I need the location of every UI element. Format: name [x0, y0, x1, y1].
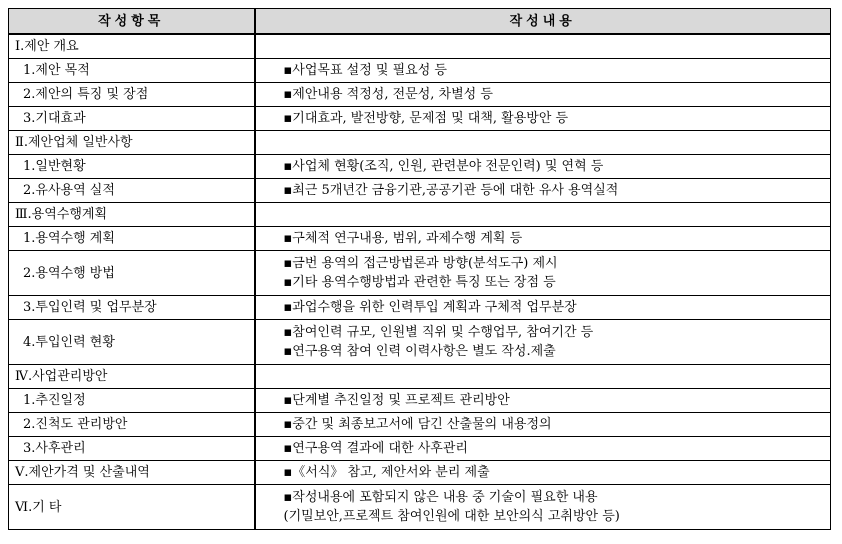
row-content	[255, 320, 831, 365]
row-content	[255, 389, 831, 413]
header-item-column: 작성항목	[9, 9, 255, 35]
row-content	[255, 34, 831, 59]
row-item-label: 4.투입인력 현황	[9, 320, 255, 365]
row-item-label: 3.사후관리	[9, 437, 255, 461]
row-item-label: 2.유사용역 실적	[9, 179, 255, 203]
content-line: ▪작성내용에 포함되지 않은 내용 중 기술이 필요한 내용	[283, 490, 598, 505]
table-row	[9, 296, 831, 320]
table-row	[9, 365, 831, 389]
row-content	[255, 251, 831, 296]
content-line: ▪연구용역 참여 인력 이력사항은 별도 작성.제출	[283, 344, 556, 359]
content-line: ▪기대효과, 발전방향, 문제점 및 대책, 활용방안 등	[283, 111, 569, 126]
table-row	[9, 203, 831, 227]
row-content	[255, 461, 831, 485]
row-item-label: 2.진척도 관리방안	[9, 413, 255, 437]
table-row	[9, 413, 831, 437]
content-line: ▪금번 용역의 접근방법론과 방향(분석도구) 제시	[283, 256, 558, 271]
row-content	[255, 155, 831, 179]
content-line: ▪연구용역 결과에 대한 사후관리	[283, 441, 468, 456]
row-content	[255, 107, 831, 131]
content-line: ▪제안내용 적정성, 전문성, 차별성 등	[283, 87, 493, 102]
table-row	[9, 251, 831, 296]
content-line: ▪사업체 현황(조직, 인원, 관련분야 전문인력) 및 연혁 등	[283, 159, 604, 174]
header-content-column: 작성내용	[255, 9, 831, 35]
row-content	[255, 83, 831, 107]
table-row	[9, 59, 831, 83]
row-content	[255, 179, 831, 203]
row-item-label: 3.기대효과	[9, 107, 255, 131]
table-row	[9, 83, 831, 107]
content-line: ▪구체적 연구내용, 범위, 과제수행 계획 등	[283, 231, 523, 246]
content-line: ▪기타 용역수행방법과 관련한 특징 또는 장점 등	[283, 275, 556, 290]
table-row	[9, 131, 831, 155]
content-line: ▪과업수행을 위한 인력투입 계획과 구체적 업무분장	[283, 300, 577, 315]
table-row	[9, 107, 831, 131]
proposal-items-table	[8, 8, 831, 530]
row-content	[255, 485, 831, 530]
row-content	[255, 203, 831, 227]
row-content	[255, 437, 831, 461]
row-content	[255, 413, 831, 437]
table-row	[9, 485, 831, 530]
row-item-label: Ⅳ.사업관리방안	[9, 365, 255, 389]
content-line: ▪단계별 추진일정 및 프로젝트 관리방안	[283, 393, 510, 408]
table-row	[9, 461, 831, 485]
table-header-row	[9, 9, 831, 35]
table-row	[9, 320, 831, 365]
table-row	[9, 437, 831, 461]
content-line: (기밀보안,프로젝트 참여인원에 대한 보안의식 고취방안 등)	[283, 509, 620, 524]
content-line: ▪참여인력 규모, 인원별 직위 및 수행업무, 참여기간 등	[283, 325, 594, 340]
row-item-label: 1.제안 목적	[9, 59, 255, 83]
row-item-label: Ⅵ.기 타	[9, 485, 255, 530]
content-line: ▪중간 및 최종보고서에 담긴 산출물의 내용정의	[283, 417, 552, 432]
row-item-label: 3.투입인력 및 업무분장	[9, 296, 255, 320]
table-row	[9, 179, 831, 203]
table-row	[9, 34, 831, 59]
content-line: ▪사업목표 설정 및 필요성 등	[283, 63, 447, 78]
row-content	[255, 59, 831, 83]
row-item-label: Ⅴ.제안가격 및 산출내역	[9, 461, 255, 485]
row-content	[255, 131, 831, 155]
row-item-label: 2.용역수행 방법	[9, 251, 255, 296]
content-line: ▪최근 5개년간 금융기관,공공기관 등에 대한 유사 용역실적	[283, 183, 619, 198]
row-item-label: 1.추진일정	[9, 389, 255, 413]
row-item-label: Ⅲ.용역수행계획	[9, 203, 255, 227]
row-content	[255, 227, 831, 251]
row-item-label: 1.용역수행 계획	[9, 227, 255, 251]
row-content	[255, 365, 831, 389]
content-line: ▪《서식》 참고, 제안서와 분리 제출	[283, 465, 490, 480]
row-content	[255, 296, 831, 320]
table-row	[9, 389, 831, 413]
row-item-label: Ⅰ.제안 개요	[9, 34, 255, 59]
table-row	[9, 227, 831, 251]
table-row	[9, 155, 831, 179]
row-item-label: 2.제안의 특징 및 장점	[9, 83, 255, 107]
row-item-label: Ⅱ.제안업체 일반사항	[9, 131, 255, 155]
row-item-label: 1.일반현황	[9, 155, 255, 179]
